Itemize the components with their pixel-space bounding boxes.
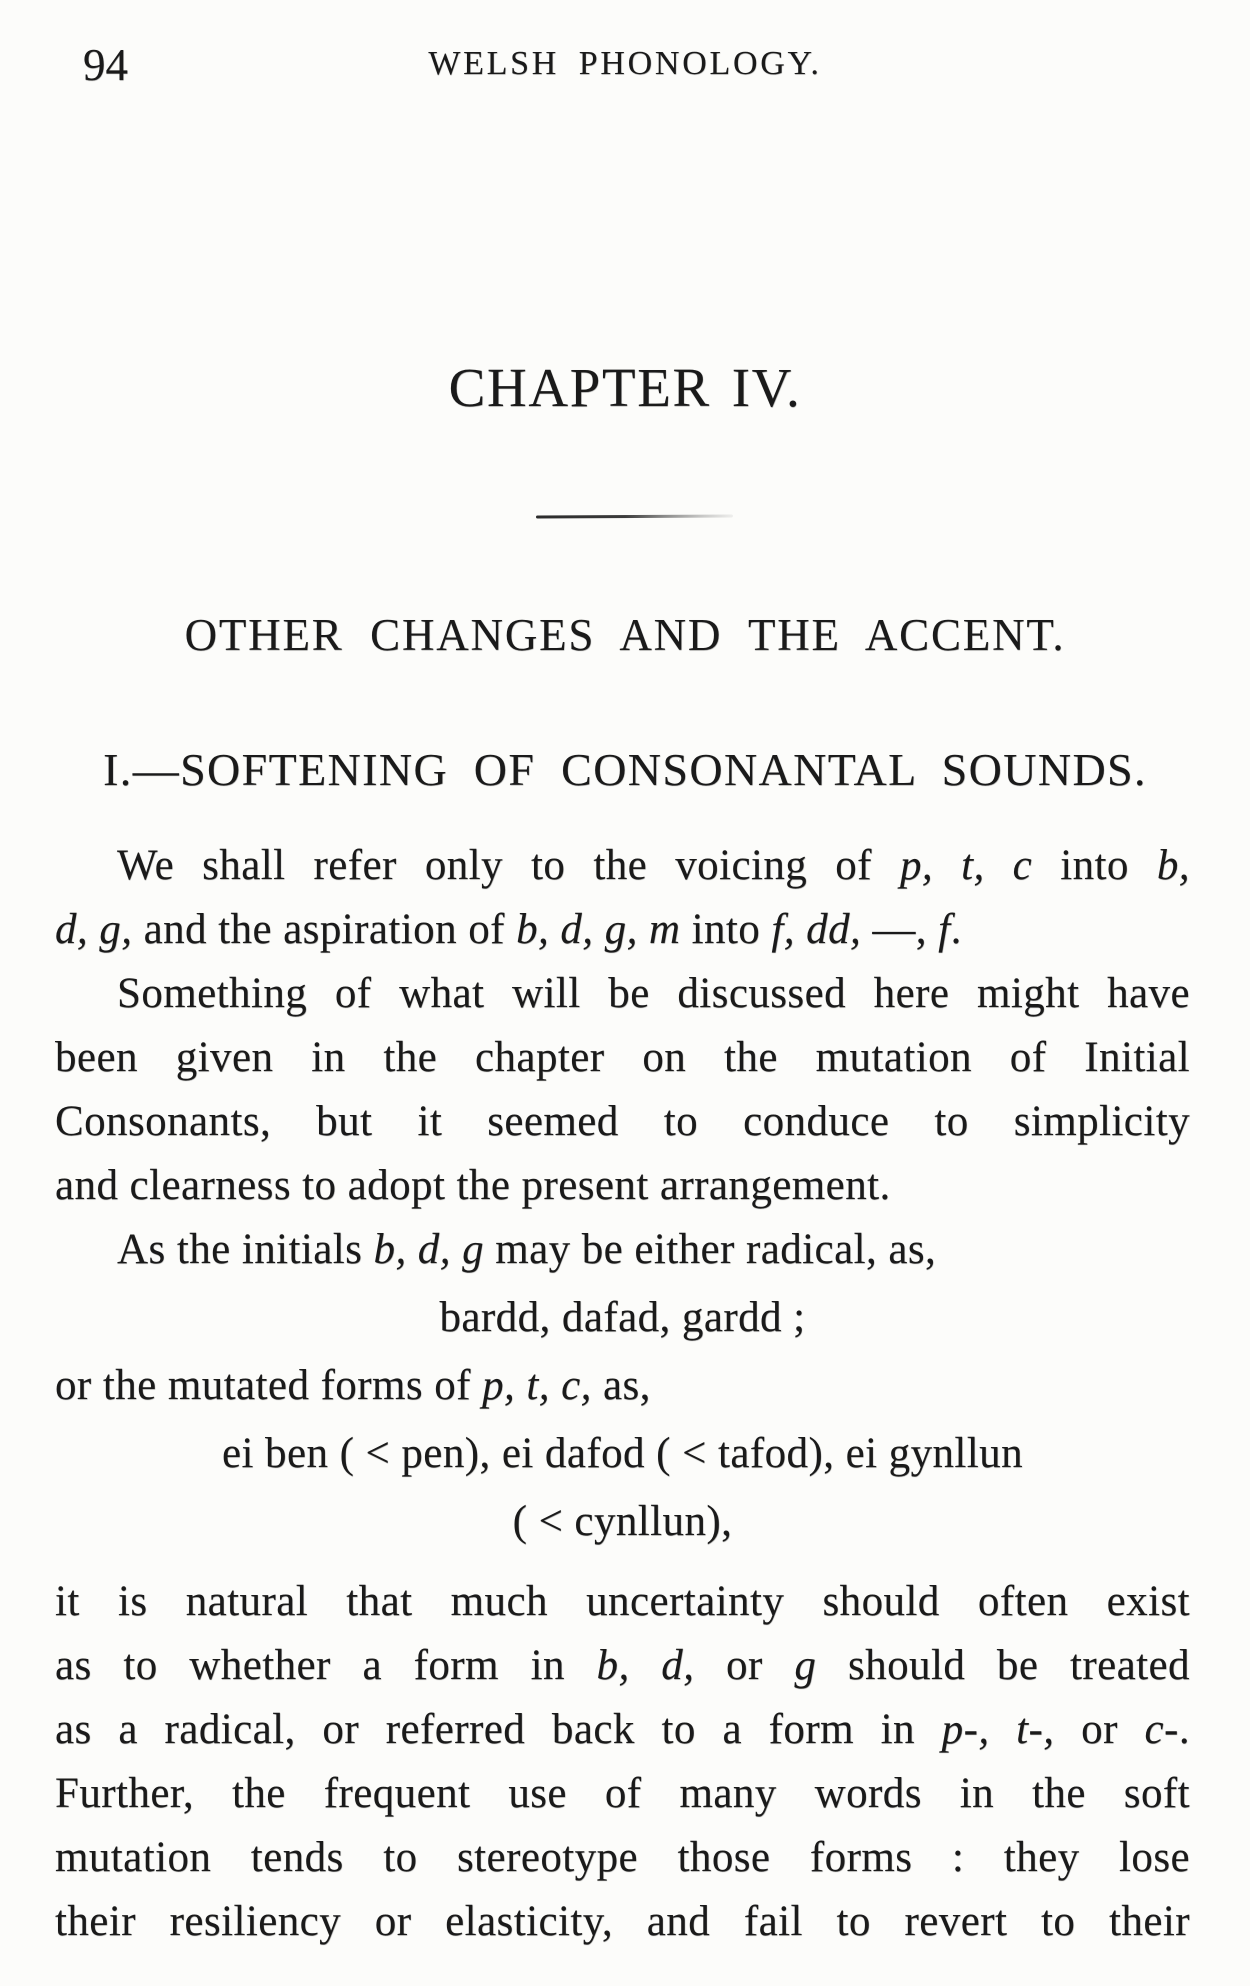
text-run: —, xyxy=(861,906,939,953)
text-run: as a radical, or referred back to a form in xyxy=(55,1706,942,1753)
italic-text-run: b, d, g xyxy=(373,1226,485,1273)
text-run: ( < cynllun), xyxy=(512,1498,733,1545)
text-run: their resiliency or elasticity, and fail to revert to their xyxy=(55,1898,1190,1945)
text-run: Something of what will be discussed here might have xyxy=(117,970,1190,1017)
body-line xyxy=(55,1026,1190,1090)
italic-text-run: g xyxy=(794,1642,817,1689)
body-line xyxy=(55,1826,1190,1890)
divider-rule xyxy=(536,514,733,518)
italic-text-run: p, t, c, xyxy=(482,1362,592,1409)
text-run: As the initials xyxy=(117,1226,374,1273)
chapter-subtitle: OTHER CHANGES AND THE ACCENT. xyxy=(184,610,1066,660)
text-run: may be either radical, as, xyxy=(484,1226,937,1273)
body-line xyxy=(55,1218,1190,1282)
text-run: into xyxy=(680,906,772,953)
text-run: We shall refer only to the voicing of xyxy=(117,842,900,889)
chapter-title: CHAPTER IV. xyxy=(448,357,802,418)
text-run: it is natural that much uncertainty should often exist xyxy=(55,1578,1190,1625)
text-run: . xyxy=(950,906,962,953)
text-run: bardd, dafad, gardd ; xyxy=(439,1294,806,1341)
text-run: Consonants, but it seemed to conduce to simplicity xyxy=(55,1098,1190,1145)
italic-text-run: f xyxy=(938,906,951,953)
body-text xyxy=(55,834,1190,1954)
italic-text-run: b, d, g, m xyxy=(516,906,681,953)
text-run: as, xyxy=(591,1362,651,1409)
body-line xyxy=(55,1570,1190,1634)
text-run: been given in the chapter on the mutation of Initial xyxy=(55,1034,1190,1081)
italic-text-run: b, d, xyxy=(596,1642,695,1689)
italic-text-run: p-, t-, xyxy=(941,1706,1055,1753)
italic-text-run: c- xyxy=(1144,1706,1179,1753)
section-heading: I.—SOFTENING OF CONSONANTAL SOUNDS. xyxy=(103,744,1147,795)
text-run: into xyxy=(1032,842,1157,889)
body-line xyxy=(55,898,1190,962)
body-line xyxy=(55,1634,1190,1698)
italic-text-run: d, g, xyxy=(55,906,133,953)
text-run: mutation tends to stereotype those forms : they lose xyxy=(55,1834,1190,1881)
body-line xyxy=(55,962,1190,1026)
body-line xyxy=(55,1698,1190,1762)
text-run: and clearness to adopt the present arrangement. xyxy=(55,1162,891,1209)
text-run: as to whether a form in xyxy=(55,1642,597,1689)
italic-text-run: f, dd, xyxy=(771,906,862,953)
italic-text-run: p, t, c xyxy=(899,842,1033,889)
body-line xyxy=(55,1286,1190,1350)
page-number: 94 xyxy=(83,40,128,90)
text-run: or the mutated forms of xyxy=(55,1362,483,1409)
body-line xyxy=(55,1154,1190,1218)
text-run: should be treated xyxy=(816,1642,1190,1689)
body-line xyxy=(55,834,1190,898)
body-line xyxy=(55,1490,1190,1554)
body-line xyxy=(55,1422,1190,1486)
text-run: ei ben ( < pen), ei dafod ( < tafod), ei gynllun xyxy=(221,1430,1024,1477)
text-run: or xyxy=(1054,1706,1145,1753)
body-line xyxy=(55,1090,1190,1154)
running-title: WELSH PHONOLOGY. xyxy=(428,45,822,82)
body-line xyxy=(55,1890,1190,1954)
body-line xyxy=(55,1762,1190,1826)
body-line xyxy=(55,1354,1190,1418)
text-run: . xyxy=(1178,1706,1190,1753)
text-run: Further, the frequent use of many words in the soft xyxy=(55,1770,1190,1817)
text-run: or xyxy=(694,1642,795,1689)
italic-text-run: b, xyxy=(1156,842,1190,889)
text-run: and the aspiration of xyxy=(132,906,517,953)
